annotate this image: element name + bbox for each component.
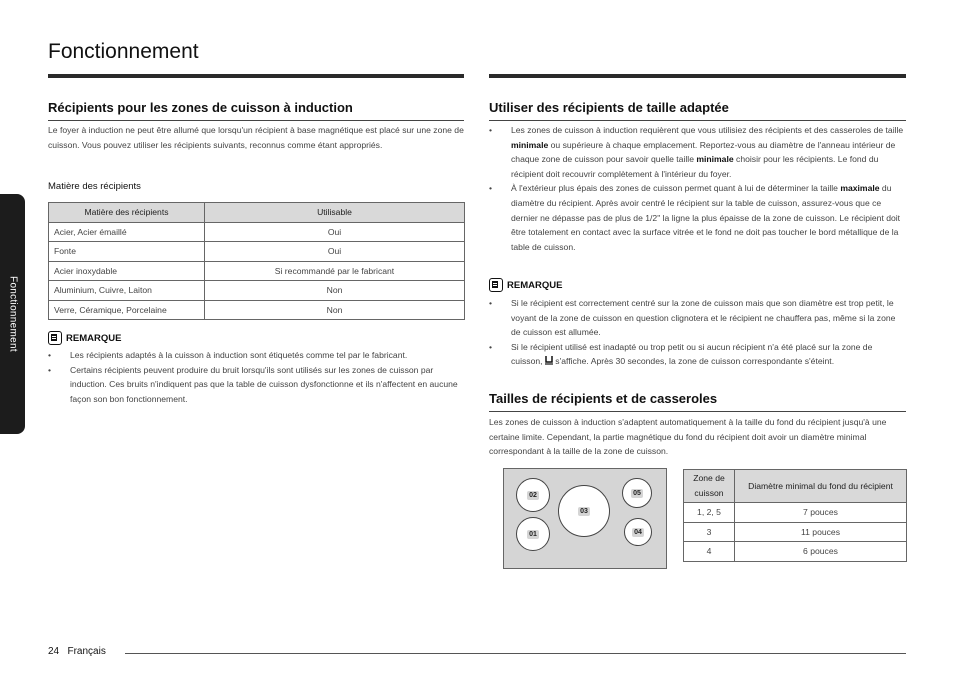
table-header-cell: Zone de cuisson <box>684 470 735 503</box>
footer-language: Français <box>67 646 106 657</box>
list-item: • Certains récipients peuvent produire du bruit lorsqu'ils sont utilisés sur les zones de cuisson par induction. Ces bruits n'indiquent pas que la table de cuisson dysfonctionne et ils n'affectent en aucune façon son bon fonctionnement. <box>48 363 464 407</box>
note-icon <box>48 331 62 345</box>
pan-symbol-icon <box>545 355 553 365</box>
diameter-cell: 6 pouces <box>735 542 907 562</box>
table-row <box>49 222 465 242</box>
table-header-row <box>49 203 465 223</box>
material-cell: Fonte <box>49 242 205 262</box>
zone-cell: 1, 2, 5 <box>684 503 735 523</box>
table-row <box>49 242 465 262</box>
zone-label: 03 <box>580 507 588 515</box>
usable-cell: Si recommandé par le fabricant <box>205 261 465 281</box>
zone-label: 04 <box>634 528 642 536</box>
table-row <box>49 281 465 301</box>
section-heading-sizes: Tailles de récipients et de casseroles <box>489 391 906 412</box>
keyword: maximale <box>840 183 880 194</box>
zone-05 <box>622 478 652 508</box>
text-span: choisir pour les récipients. Le fond du récipient doit recouvrir complètement à l'intérieur du foyer. <box>511 154 879 179</box>
table-header-cell: Diamètre minimal du fond du récipient <box>735 470 907 503</box>
header-rule-left <box>48 74 464 78</box>
table-title: Matière des récipients <box>48 181 141 192</box>
usable-cell: Non <box>205 281 465 301</box>
size-table <box>683 469 907 562</box>
usable-cell: Oui <box>205 242 465 262</box>
footer <box>48 646 106 657</box>
section-heading-adapted-size: Utiliser des récipients de taille adaptée <box>489 100 906 121</box>
keyword: minimale <box>696 154 734 165</box>
table-header-cell: Utilisable <box>205 203 465 223</box>
note-header-right <box>489 278 562 292</box>
note-label: REMARQUE <box>507 279 563 291</box>
table-row <box>684 522 907 542</box>
materials-table <box>48 202 465 320</box>
keyword: minimale <box>511 139 549 150</box>
header-rule-right <box>489 74 906 78</box>
diameter-cell: 11 pouces <box>735 522 907 542</box>
notes-list-left <box>48 348 464 406</box>
material-cell: Acier inoxydable <box>49 261 205 281</box>
list-item <box>489 340 906 369</box>
page-number: 24 <box>48 646 60 657</box>
list-item: • Les récipients adaptés à la cuisson à induction sont étiquetés comme tel par le fabricant. <box>48 348 464 363</box>
list-item: • Si le récipient est correctement centré sur la zone de cuisson mais que son diamètre est trop petit, le voyant de la zone de cuisson en question clignotera et le récipient ne chauffera pas, même si la zone de cuisson est allumée. <box>489 296 906 340</box>
cooktop-diagram <box>503 468 667 569</box>
zone-01 <box>516 517 550 551</box>
diameter-cell: 7 pouces <box>735 503 907 523</box>
text-span: À l'extérieur plus épais des zones de cuisson permet quant à lui de déterminer la taille <box>511 183 841 194</box>
usable-cell: Non <box>205 300 465 320</box>
table-header-cell: Matière des récipients <box>49 203 205 223</box>
bullets-list-right <box>489 123 906 254</box>
side-tab-label: Fonctionnement <box>7 276 18 352</box>
zone-label: 01 <box>529 530 537 538</box>
note-icon <box>489 278 503 292</box>
zone-label: 05 <box>633 489 641 497</box>
note-header-left <box>48 331 121 345</box>
text-span: du diamètre du récipient. Après avoir centré le récipient sur la table de cuisson, assurez-vous que ce dernier ne dépasse pas de plus de 1/2" la ligne la plus épaisse de la zone de cuisson. Le récipient doit être totalement en contact avec la surface vitrée et le fond ne doit pas toucher le bord métallique de la table de cuisson. <box>511 183 901 252</box>
footer-rule <box>125 653 906 654</box>
table-row <box>49 261 465 281</box>
section-heading-induction-vessels: Récipients pour les zones de cuisson à induction <box>48 100 464 121</box>
usable-cell: Oui <box>205 222 465 242</box>
zone-cell: 4 <box>684 542 735 562</box>
text-span: ou supérieure à chaque emplacement. Reportez-vous au diamètre de l'anneau intérieur de chaque zone de cuisson pour savoir quelle taille <box>511 139 896 165</box>
table-row <box>49 300 465 320</box>
page-title: Fonctionnement <box>48 40 199 63</box>
zone-03 <box>558 485 610 537</box>
table-row <box>684 503 907 523</box>
table-row <box>684 542 907 562</box>
text-span: s'affiche. Après 30 secondes, la zone de cuisson correspondante s'éteint. <box>552 356 835 367</box>
text-span: Les zones de cuisson à induction requièrent que vous utilisiez des récipients et des casseroles de taille <box>511 125 904 135</box>
sizes-paragraph: Les zones de cuisson à induction s'adaptent automatiquement à la taille du fond du récipient jusqu'à une certaine limite. Cependant, la partie magnétique du fond du récipient doit avoir un diamètre minimal correspondant à la taille de la zone de cuisson. <box>489 417 887 457</box>
zone-label: 02 <box>529 491 537 499</box>
notes-list-right <box>489 296 906 369</box>
zone-02 <box>516 478 550 512</box>
note-label: REMARQUE <box>66 332 122 344</box>
material-cell: Acier, Acier émaillé <box>49 222 205 242</box>
intro-paragraph: Le foyer à induction ne peut être allumé que lorsqu'un récipient à base magnétique est placé sur une zone de cuisson. Vous pouvez utiliser les récipients suivants, reconnus comme étant appropriés. <box>48 125 464 150</box>
zone-cell: 3 <box>684 522 735 542</box>
table-header-row <box>684 470 907 503</box>
material-cell: Verre, Céramique, Porcelaine <box>49 300 205 320</box>
zone-04 <box>624 518 652 546</box>
list-item <box>489 123 906 181</box>
material-cell: Aluminium, Cuivre, Laiton <box>49 281 205 301</box>
text-span: Si le récipient utilisé est inadapté ou trop petit ou si aucun récipient n'a été placé sur la zone de cuisson, <box>511 341 873 367</box>
side-section-tab <box>0 194 25 434</box>
list-item <box>489 181 906 254</box>
